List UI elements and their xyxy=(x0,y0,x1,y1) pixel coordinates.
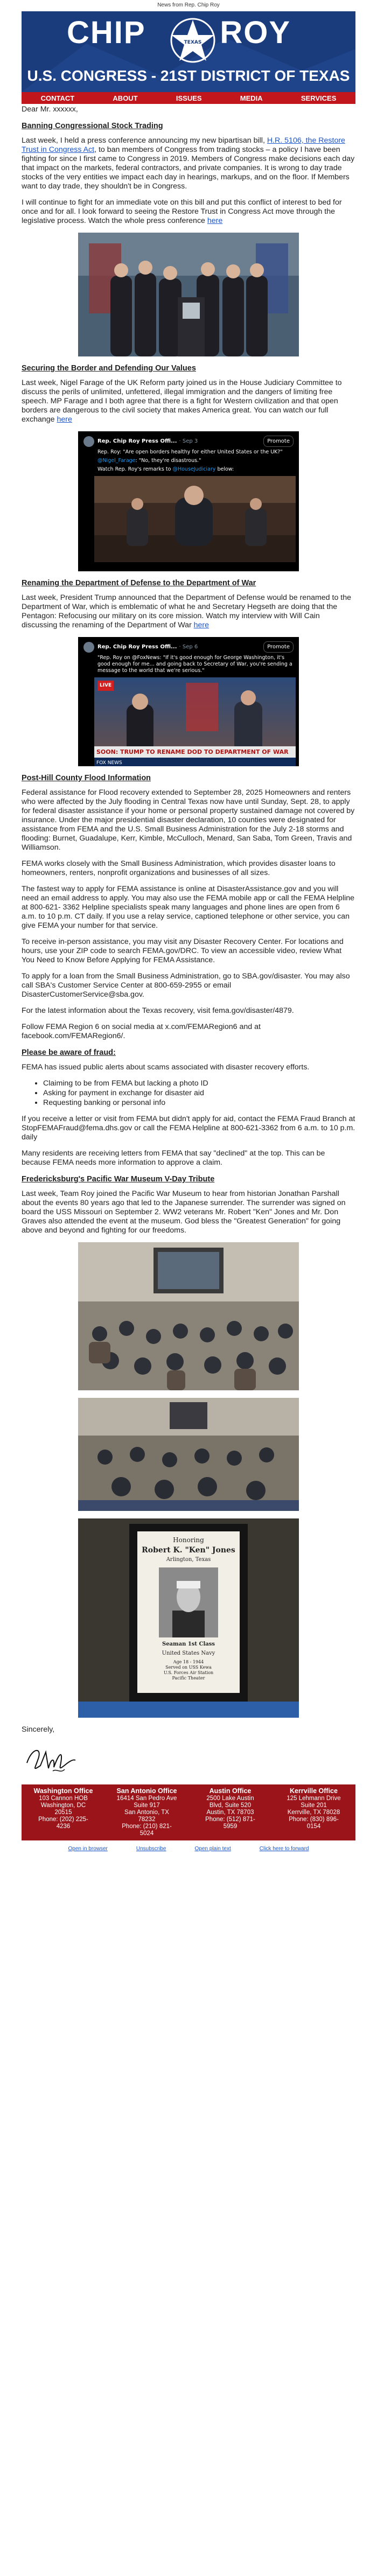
section-title-stock: Banning Congressional Stock Trading xyxy=(22,122,163,130)
flood-paragraph-5: To apply for a loan from the Small Business Administration, go to SBA.gov/disaster. You may also call SBA's Customer Service Center at 800-659-2955 or email DisasterCustomerService@sba.gov. xyxy=(22,972,350,999)
nav-contact[interactable]: CONTACT xyxy=(40,94,75,102)
tribute-card: Honoring Robert K. "Ken" Jones Arlington, Texas Seaman 1st Class United States Navy Age 18 - 1944 Served on USS Kewa U.S. Forces Air Station Pacific Theater xyxy=(137,1531,240,1693)
nav-about[interactable]: ABOUT xyxy=(113,94,138,102)
fox-video-thumbnail[interactable] xyxy=(94,677,296,766)
tweet-text: Rep. Roy: "Are open borders healthy for either United States or the UK?" xyxy=(97,449,283,455)
nav-bar xyxy=(22,92,355,104)
border-paragraph: Last week, Nigel Farage of the UK Reform party joined us in the House Judiciary Committee to discuss the perils of unlimited, unfettered, illegal immigration and the dangers of limiting free speech. MP Farage and I both agree that there is a fight for Western civilization and that open borders are dangerous to the civil society that makes America great. You can watch our full exchange here xyxy=(22,379,342,424)
signature xyxy=(22,1741,355,1779)
fraud-paragraph-2: If you receive a letter or visit from FEMA but didn't apply for aid, contact the FEMA Fraud Branch at StopFEMAFraud@fema.dhs.gov or call the FEMA Helpline at 800-621-3362 from 6 a.m. to 10 p.m. daily xyxy=(22,1115,355,1142)
office-washington: Washington Office 103 Cannon HOB Washington, DC 20515 Phone: (202) 225- 4236 xyxy=(33,1787,93,1830)
unsubscribe-link[interactable]: Unsubscribe xyxy=(136,1846,166,1852)
tv-chyron: SOON: TRUMP TO RENAME DOD TO DEPARTMENT OF WAR xyxy=(94,746,296,758)
footer-links xyxy=(22,1840,355,1857)
section-title-vday: Fredericksburg's Pacific War Museum V-Day Tribute xyxy=(22,1175,215,1184)
nav-services[interactable]: SERVICES xyxy=(301,94,337,102)
banner-name-last: ROY xyxy=(220,15,291,50)
footer-offices xyxy=(22,1784,355,1840)
forward-link[interactable]: Click here to forward xyxy=(259,1846,309,1852)
section-title-fraud: Please be aware of fraud: xyxy=(22,1048,116,1057)
texas-star-icon xyxy=(166,13,220,67)
list-item: • Claiming to be from FEMA but lacking a photo ID xyxy=(43,1079,355,1088)
flood-paragraph-2: FEMA works closely with the Small Business Administration, which provides disaster loans to homeowners, renters, nonprofit organizations and businesses of all sizes. xyxy=(22,859,336,877)
section-title-border: Securing the Border and Defending Our Values xyxy=(22,364,196,373)
farage-exchange-link[interactable]: here xyxy=(57,415,72,424)
avatar xyxy=(83,642,94,653)
stock-paragraph-1: Last week, I held a press conference announcing my new bipartisan bill, H.R. 5106, the Restore Trust in Congress Act, to ban members of Congress from trading stocks – a policy I have been fighting for since I first came to Congress in 2019. Members of Congress make decisions each day that impact on the markets, federal contractors, and private companies. It is wrong to day trade stocks of the very entities we impact each day in hearings, markups, and on the floor. If Members want to day trade, they shouldn't be in Congress. xyxy=(22,136,355,191)
office-austin: Austin Office 2500 Lake Austin Blvd, Suite 520 Austin, TX 78703 Phone: (512) 871- 5959 xyxy=(205,1787,255,1830)
flood-paragraph-4: To receive in-person assistance, you may visit any Disaster Recovery Center. For locations and hours, use your ZIP code to search FEMA.gov/DRC. To view an accessible video, review What You Need to Know Before Applying for FEMA Assistance. xyxy=(22,937,344,964)
greeting: Dear Mr. xxxxxx, xyxy=(22,105,78,114)
promote-button[interactable]: Promote xyxy=(263,436,294,447)
stock-paragraph-2: I will continue to fight for an immediate vote on this bill and put this conflict of interest to bed for once and for all. I look forward to seeing the Restore Trust in Congress Act move through the legislative process. Watch the whole press conference here xyxy=(22,198,342,225)
war-paragraph: Last week, President Trump announced that the Department of Defense would be renamed to the Department of War, which is emblematic of what he and Secretary Hegseth are doing that the Pentagon: Refocusing our military on its core mission. Watch my interview with Will Cain discussing the renaming of the Department of War here xyxy=(22,593,352,629)
open-in-browser-link[interactable]: Open in browser xyxy=(68,1846,108,1852)
banner-subtitle: U.S. CONGRESS - 21ST DISTRICT OF TEXAS xyxy=(27,67,350,84)
flood-paragraph-7: Follow FEMA Region 6 on social media at x.com/FEMARegion6 and at facebook.com/FEMARegion6/. xyxy=(22,1023,261,1040)
header-banner xyxy=(22,11,355,92)
live-badge: LIVE xyxy=(97,681,114,691)
closing: Sincerely, xyxy=(22,1725,55,1734)
museum-audience-photo-2 xyxy=(78,1398,299,1511)
hearing-video-thumbnail[interactable] xyxy=(94,476,296,562)
flood-paragraph-1: Federal assistance for Flood recovery extended to September 28, 2025 Homeowners and renters who were affected by the July flooding in Central Texas now have until Sunday, Sept. 28, to apply for federal disaster assistance if your home or personal property sustained damage not covered by insurance. Under the major presidential disaster declaration, 10 counties were designated for assistance from FEMA and the U.S. Small Business Administration for the July 2-18 storms and flooding: Burnet, Guadalupe, Kerr, Kimble, McCulloch, Menard, San Saba, Tom Green, Travis and Williamson. xyxy=(22,788,355,852)
signature-image xyxy=(22,1741,86,1779)
list-item: • Requesting banking or personal info xyxy=(43,1098,355,1108)
fraud-paragraph-1: FEMA has issued public alerts about scams associated with disaster recovery efforts. xyxy=(22,1063,310,1072)
veteran-tribute-frame-photo xyxy=(78,1518,299,1718)
will-cain-interview-link[interactable]: here xyxy=(193,621,210,629)
open-plain-text-link[interactable]: Open plain text xyxy=(194,1846,231,1852)
preheader: News from Rep. Chip Roy xyxy=(157,2,220,8)
list-item: • Asking for payment in exchange for disaster aid xyxy=(43,1089,355,1098)
tv-channel-bar: FOX NEWS xyxy=(94,758,296,766)
press-conference-link[interactable]: here xyxy=(207,216,223,225)
nav-issues[interactable]: ISSUES xyxy=(176,94,202,102)
email-body xyxy=(22,105,355,1779)
tweet-embed-war[interactable]: Rep. Chip Roy Press Offi... · Sep 6 Promote "Rep. Roy on @FoxNews: "If it's good enough for George Washington, it's good enough for me... and going back to Secretary of War, you're sending a message to the world that we're serious." LIVE SOON: TRUMP TO RENAME DOD TO DEPARTMENT OF WAR FOX NEWS xyxy=(78,637,299,766)
nav-media[interactable]: MEDIA xyxy=(240,94,263,102)
vday-paragraph: Last week, Team Roy joined the Pacific War Museum to hear from historian Jonathan Parshall about the events 80 years ago that led to the Japanese surrender. The surrender was signed on board the USS Missouri on September 2. WW2 veterans Mr. Robert "Ken" Jones and Mr. Don Graves also attended the event at the museum. God bless the "Greatest Generation" for going above and beyond and fighting for our freedoms. xyxy=(22,1189,346,1235)
avatar xyxy=(83,436,94,447)
flood-paragraph-6: For the latest information about the Texas recovery, visit fema.gov/disaster/4879. xyxy=(22,1006,294,1015)
flood-paragraph-3: The fastest way to apply for FEMA assistance is online at DisasterAssistance.gov and you will need an email address to apply. You may also use the FEMA mobile app or call the FEMA Helpline at 800-621- 3362 Helpline specialists speak many languages and phone lines are open from 6 a.m. to 10 p.m. CT daily. If you use a relay service, captioned telephone or other service, you can give FEMA your number for that service. xyxy=(22,885,355,930)
section-title-war: Renaming the Department of Defense to the Department of War xyxy=(22,579,256,587)
veteran-portrait xyxy=(159,1567,218,1637)
email-container xyxy=(22,0,355,1857)
press-conference-photo xyxy=(78,233,299,356)
bill-link[interactable]: H.R. 5106, the Restore Trust in Congress Act xyxy=(22,136,345,154)
office-kerrville: Kerrville Office 125 Lehmann Drive Suite 201 Kerrville, TX 78028 Phone: (830) 896- 0154 xyxy=(287,1787,341,1830)
museum-audience-photo-1 xyxy=(78,1242,299,1390)
tweet-embed-farage[interactable]: Rep. Chip Roy Press Offi... · Sep 3 Promote Rep. Roy: "Are open borders healthy for either United States or the UK?" @Nigel_Farage: "No, they're disastrous." Watch Rep. Roy's remarks to @HouseJudiciary below: xyxy=(78,431,299,571)
fraud-list xyxy=(22,1079,355,1108)
tweet-text: "Rep. Roy on @FoxNews: "If it's good enough for George Washington, it's good enough for me... and going back to Secretary of War, you're sending a message to the world that we're serious." xyxy=(97,655,292,674)
fraud-paragraph-3: Many residents are receiving letters from FEMA that say "declined" at the top. This can be because FEMA needs more information to approve a claim. xyxy=(22,1149,325,1167)
promote-button[interactable]: Promote xyxy=(263,641,294,653)
section-title-flood: Post-Hill County Flood Information xyxy=(22,774,151,782)
office-san-antonio: San Antonio Office 16414 San Pedro Ave Suite 917 San Antonio, TX 78232 Phone: (210) 821- 5024 xyxy=(116,1787,177,1837)
svg-text:TEXAS: TEXAS xyxy=(184,40,202,45)
banner-name-first: CHIP xyxy=(67,15,146,50)
